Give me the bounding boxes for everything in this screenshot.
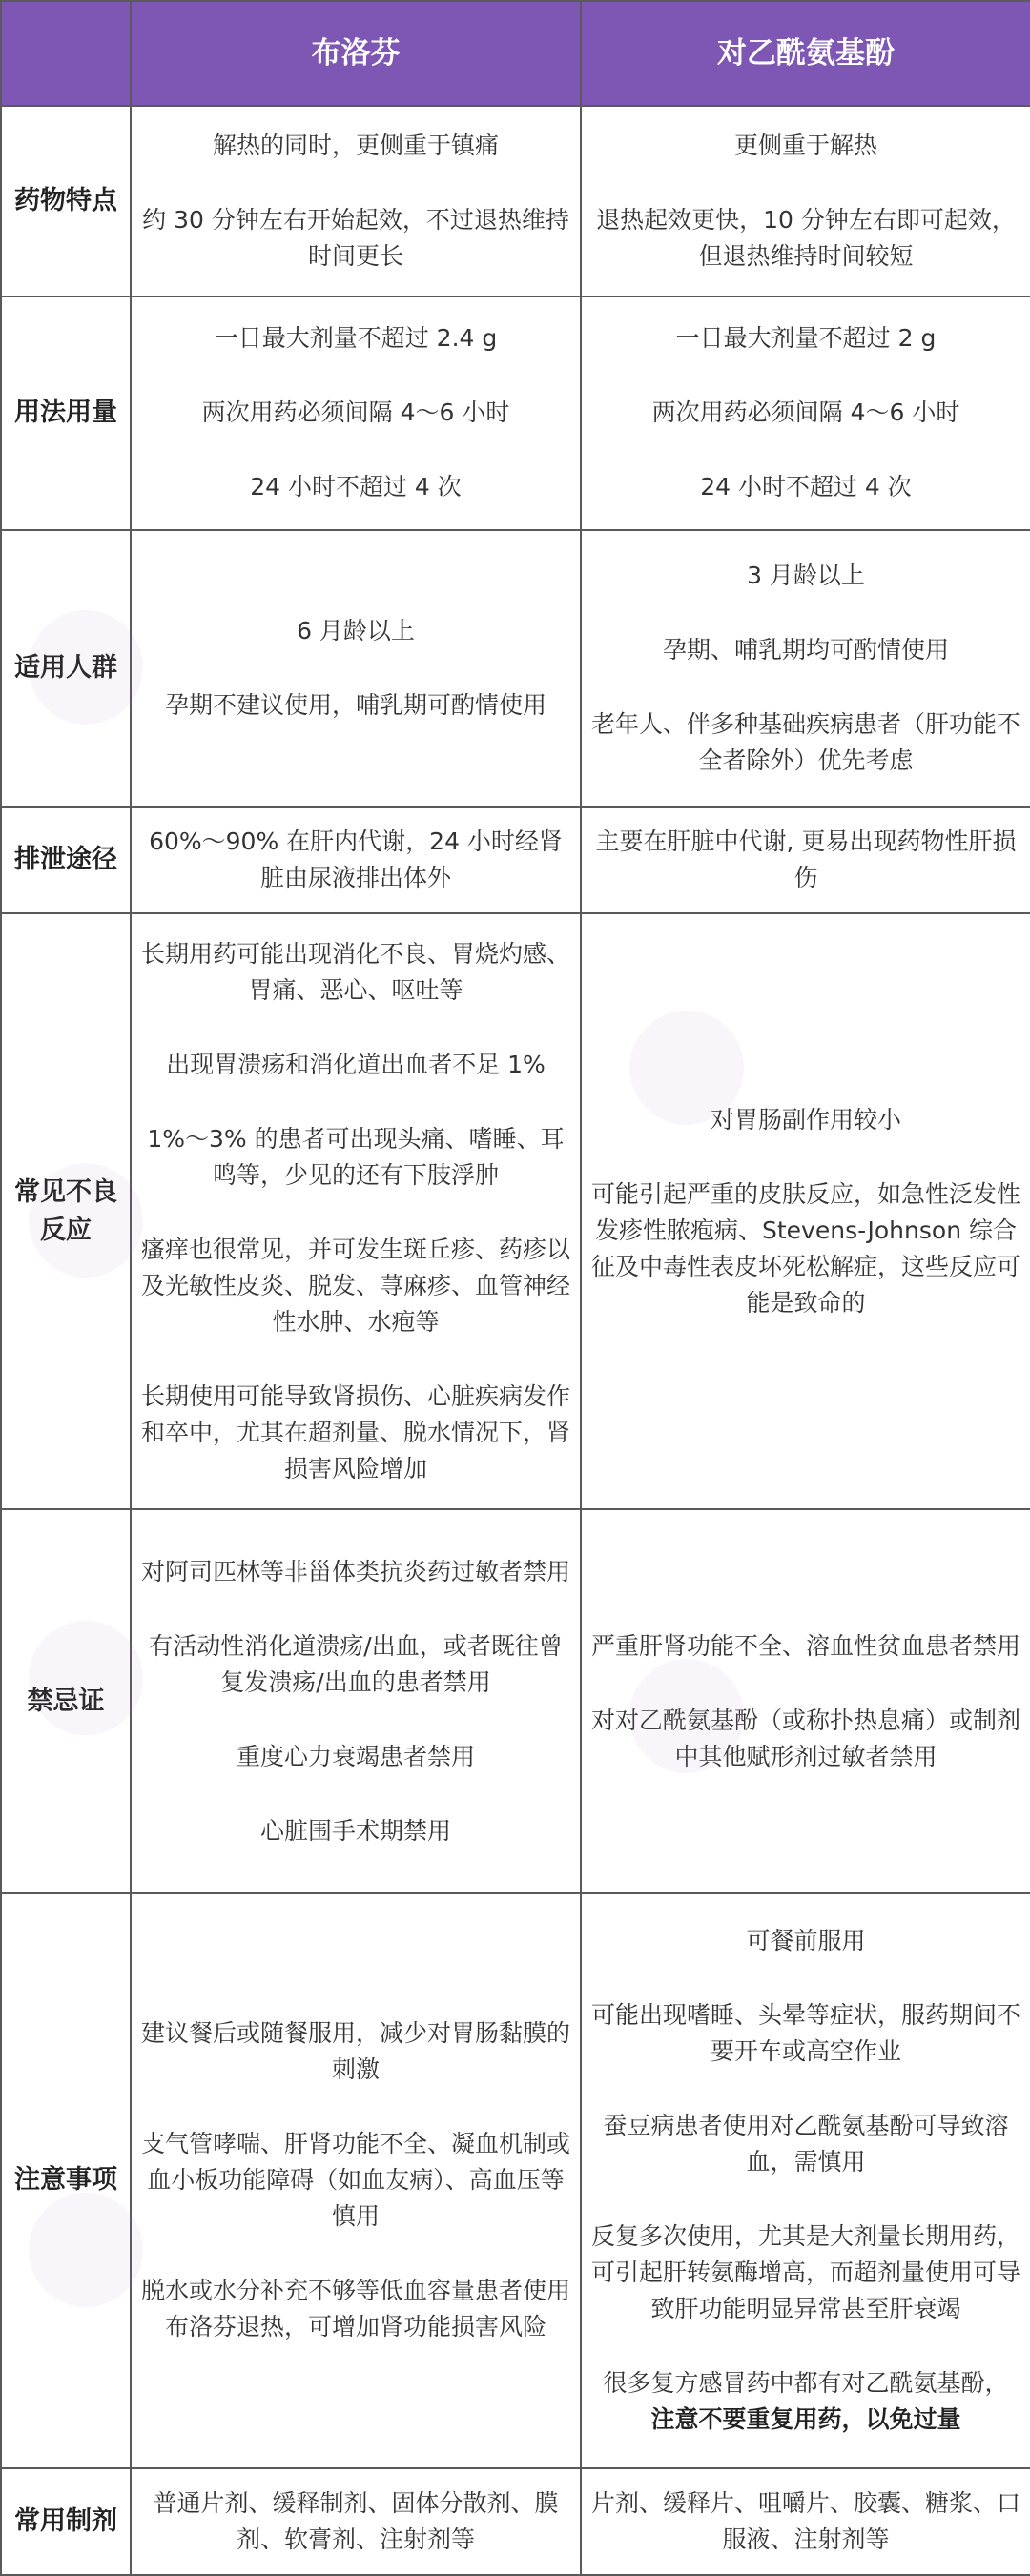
cell-paracetamol-precautions	[581, 1893, 1030, 2468]
cell-ibuprofen-population	[131, 530, 581, 807]
cell-ibuprofen-contraindications	[131, 1509, 581, 1893]
cell-text: 严重肝肾功能不全、溶血性贫血患者禁用	[591, 1631, 1021, 1660]
cell-text: 老年人、伴多种基础疾病患者（肝功能不全者除外）优先考虑	[591, 709, 1021, 774]
cell-text: 退热起效更快，10 分钟左右即可起效，但退热维持时间较短	[596, 206, 1016, 271]
cell-text: 60%～90% 在肝内代谢，24 小时经肾脏由尿液排出体外	[149, 828, 563, 892]
cell-text: 3 月龄以上	[747, 561, 865, 589]
cell-paracetamol-side-effects	[581, 913, 1030, 1509]
header-ibuprofen: 布洛芬	[131, 1, 581, 106]
row-label-side-effects: 常见不良反应	[1, 913, 131, 1509]
cell-paracetamol-formulations	[581, 2468, 1030, 2575]
cell-text: 6 月龄以上	[297, 616, 415, 644]
cell-text: 对胃肠副作用较小	[710, 1105, 901, 1134]
cell-ibuprofen-excretion	[131, 807, 581, 913]
cell-text: 解热的同时，更侧重于镇痛	[212, 132, 499, 160]
cell-text: 1%～3% 的患者可出现头痛、嗜睡、耳鸣等，少见的还有下肢浮肿	[147, 1124, 565, 1189]
cell-text: 支气管哮喘、肝肾功能不全、凝血机制或血小板功能障碍（如血友病）、高血压等慎用	[141, 2130, 571, 2231]
table-row	[1, 2468, 1030, 2575]
cell-text: 可能出现嗜睡、头晕等症状，服药期间不要开车或高空作业	[591, 2001, 1021, 2066]
cell-text: 一日最大剂量不超过 2 g	[675, 324, 937, 353]
row-label-drug-features: 药物特点	[1, 106, 131, 296]
cell-paracetamol-dosage	[581, 296, 1030, 529]
row-label-precautions: 注意事项	[1, 1893, 131, 2468]
cell-text: 24 小时不超过 4 次	[250, 473, 462, 501]
cell-text: 对阿司匹林等非甾体类抗炎药过敏者禁用	[141, 1557, 571, 1585]
cell-text: 出现胃溃疡和消化道出血者不足 1%	[166, 1050, 546, 1078]
row-label-target-population: 适用人群	[1, 530, 131, 807]
cell-text: 蚕豆病患者使用对乙酰氨基酚可导致溶血，需慎用	[603, 2112, 1009, 2177]
cell-text: 可餐前服用	[746, 1927, 866, 1955]
cell-text: 孕期、哺乳期均可酌情使用	[662, 635, 949, 664]
header-paracetamol: 对乙酰氨基酚	[581, 1, 1030, 106]
cell-ibuprofen-formulations	[131, 2468, 581, 2575]
cell-text: 更侧重于解热	[733, 132, 877, 160]
cell-text: 主要在肝脏中代谢, 更易出现药物性肝损伤	[595, 828, 1017, 892]
cell-paracetamol-contraindications	[581, 1509, 1030, 1893]
table-row	[1, 1509, 1030, 1893]
cell-text: 脱水或水分补充不够等低血容量患者使用布洛芬退热，可增加肾功能损害风险	[141, 2277, 571, 2341]
cell-paracetamol-excretion	[581, 807, 1030, 913]
table-row	[1, 296, 1030, 529]
cell-text: 很多复方感冒药中都有对乙酰氨基酚，	[603, 2369, 1009, 2398]
cell-paracetamol-population	[581, 530, 1030, 807]
cell-text: 瘙痒也很常见，并可发生斑丘疹、药疹以及光敏性皮炎、脱发、荨麻疹、血管神经性水肿、水疱等	[141, 1235, 571, 1336]
cell-text: 长期使用可能导致肾损伤、心脏疾病发作和卒中，尤其在超剂量、脱水情况下，肾损害风险增加	[141, 1381, 571, 1482]
table-row	[1, 1893, 1030, 2468]
cell-text: 建议餐后或随餐服用，减少对胃肠黏膜的刺激	[141, 2019, 571, 2084]
cell-text: 长期用药可能出现消化不良、胃烧灼感、胃痛、恶心、呕吐等	[141, 939, 571, 1004]
cell-text: 两次用药必须间隔 4～6 小时	[201, 399, 510, 427]
cell-text: 普通片剂、缓释制剂、固体分散剂、膜剂、软膏剂、注射剂等	[153, 2488, 559, 2553]
row-label-dosage: 用法用量	[1, 296, 131, 529]
cell-text: 反复多次使用，尤其是大剂量长期用药，可引起肝转氨酶增高，而超剂量使用可导致肝功能明显异常甚至肝衰竭	[591, 2222, 1021, 2323]
cell-text: 重度心力衰竭患者禁用	[236, 1742, 475, 1770]
header-corner	[1, 1, 131, 106]
cell-ibuprofen-precautions	[131, 1893, 581, 2468]
table-row	[1, 530, 1030, 807]
header-row	[1, 1, 1030, 106]
cell-text: 一日最大剂量不超过 2.4 g	[214, 324, 498, 353]
cell-text-mixed	[591, 2365, 1020, 2438]
cell-ibuprofen-dosage	[131, 296, 581, 529]
row-label-excretion: 排泄途径	[1, 807, 131, 913]
cell-paracetamol-features	[581, 106, 1030, 296]
cell-text: 约 30 分钟左右开始起效，不过退热维持时间更长	[142, 206, 569, 271]
cell-text: 心脏围手术期禁用	[259, 1816, 451, 1845]
warning-emphasis: 注意不要重复用药，以免过量	[650, 2405, 961, 2434]
row-label-formulations: 常用制剂	[1, 2468, 131, 2575]
cell-text: 对对乙酰氨基酚（或称扑热息痛）或制剂中其他赋形剂过敏者禁用	[591, 1706, 1021, 1770]
cell-text: 可能引起严重的皮肤反应，如急性泛发性发疹性脓疱病、Stevens-Johnson 综合征及中毒性表皮坏死松解症，这些反应可能是致命的	[591, 1179, 1021, 1317]
table-row	[1, 807, 1030, 913]
table-row	[1, 106, 1030, 296]
cell-text: 孕期不建议使用，哺乳期可酌情使用	[164, 690, 546, 719]
cell-text: 片剂、缓释片、咀嚼片、胶囊、糖浆、口服液、注射剂等	[591, 2488, 1021, 2553]
cell-ibuprofen-features	[131, 106, 581, 296]
table-row	[1, 913, 1030, 1509]
cell-text: 两次用药必须间隔 4～6 小时	[651, 399, 960, 427]
row-label-contraindications: 禁忌证	[1, 1509, 131, 1893]
cell-text: 有活动性消化道溃疡/出血，或者既往曾复发溃疡/出血的患者禁用	[149, 1631, 563, 1696]
cell-ibuprofen-side-effects	[131, 913, 581, 1509]
cell-text: 24 小时不超过 4 次	[700, 473, 912, 501]
